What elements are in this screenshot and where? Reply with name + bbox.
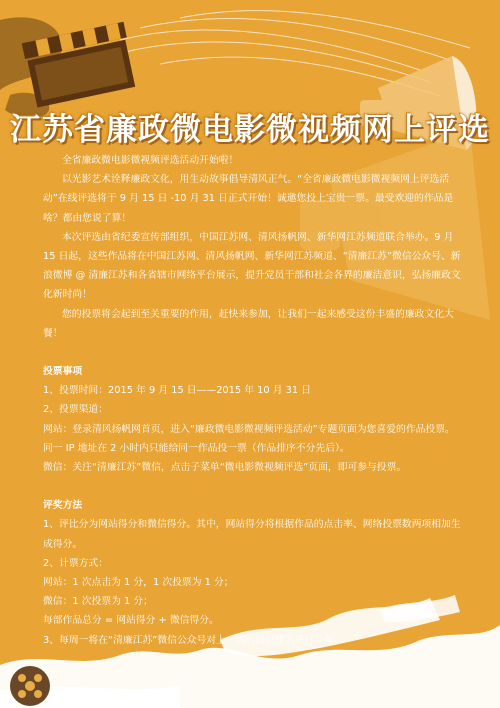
award-line: 微信：1 次投票为 1 分； — [43, 596, 153, 608]
spacer — [43, 343, 463, 362]
film-reel-icon — [10, 666, 50, 706]
voting-heading: 投票事项 — [43, 366, 83, 378]
content-body — [43, 151, 463, 650]
award-heading: 评奖方法 — [43, 500, 83, 512]
intro-paragraph: 本次评选由省纪委宣传部组织，中国江苏网、清风扬帆网、新华网江苏频道联合举办。9 月 15 日起，这些作品将在中国江苏网、清风扬帆网、新华网江苏频道、“清廉江苏”微信公众号、新浪微博 @ 清廉江苏和各省辖市网络平台展示，提升党员干部和社会各界的廉洁意识，弘扬廉政文化新时尚！ — [43, 231, 461, 301]
page-title: 江苏省廉政微电影微视频网上评选 — [10, 112, 490, 148]
voting-line: 1、投票时间：2015 年 9 月 15 日——2015 年 10 月 31 日 — [43, 385, 312, 397]
spacer — [43, 477, 463, 496]
voting-line: 2、投票渠道： — [43, 404, 109, 416]
intro-paragraph: 您的投票将会起到至关重要的作用，赶快来参加，让我们一起来感受这份丰盛的廉政文化大餐！ — [43, 308, 454, 339]
award-line: 3、每周一将在“清廉江苏”微信公众号对上一周的投票排名进行公布。 — [43, 634, 344, 646]
intro-paragraph: 以光影艺术诠释廉政文化，用生动故事倡导清风正气。“全省廉政微电影微视频网上评选活动”在线评选将于 9 月 15 日 -10 月 31 日正式开始！诚邀您投上宝贵一票。最受欢迎的作品是啥？都由您说了算！ — [43, 174, 454, 224]
award-line: 网站：1 次点击为 1 分，1 次投票为 1 分； — [43, 577, 234, 589]
voting-line: 微信：关注“清廉江苏”微信，点击子菜单“微电影微视频评选”页面，即可参与投票。 — [43, 462, 407, 474]
award-line: 每部作品总分 = 网站得分 + 微信得分。 — [43, 615, 219, 627]
intro-paragraph: 全省廉政微电影微视频评选活动开始啦！ — [62, 155, 239, 166]
award-line: 1、评比分为网站得分和微信得分。其中，网站得分将根据作品的点击率、网络投票数两项相加生成得分。 — [43, 519, 461, 550]
award-line: 2、计票方式： — [43, 557, 109, 569]
voting-line: 网站：登录清风扬帆网首页，进入“廉政微电影微视频评选活动”专题页面为您喜爱的作品投票。同一 IP 地址在 2 小时内只能给同一作品投一票（作品排序不分先后）。 — [43, 423, 455, 454]
